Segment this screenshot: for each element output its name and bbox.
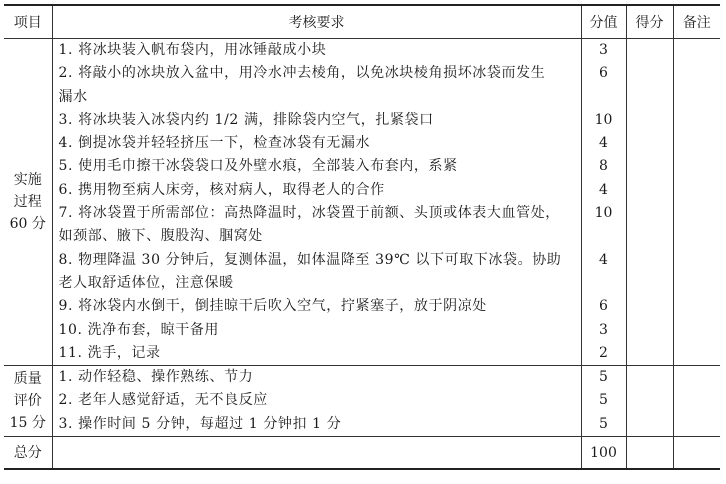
quality-requirements (52, 366, 581, 437)
quality-label-line: 评价 (13, 393, 42, 410)
quality-points (581, 366, 626, 437)
point-value: 4 (599, 181, 608, 198)
quality-label (4, 366, 52, 437)
list-item: 5. 使用毛巾擦干冰袋袋口及外壁水痕，全部装入布套内，系紧 (58, 158, 458, 175)
process-requirements (52, 39, 581, 366)
point-value: 6 (599, 65, 608, 82)
header-remarks: 备注 (673, 5, 720, 39)
list-item: 10. 洗净布套，晾干备用 (58, 321, 220, 338)
list-item: 6. 携用物至病人床旁，核对病人，取得老人的合作 (58, 181, 385, 198)
point-value: 4 (599, 135, 608, 152)
header-score: 得分 (626, 5, 673, 39)
total-remarks-cell[interactable] (673, 437, 720, 470)
process-points (581, 39, 626, 366)
point-value: 8 (599, 158, 608, 175)
list-item: 1. 将冰块装入帆布袋内，用冰锤敲成小块 (58, 42, 327, 58)
total-label: 总分 (4, 437, 52, 470)
total-blank (52, 437, 581, 470)
point-value: 5 (599, 369, 608, 386)
process-label-line: 60 分 (9, 216, 46, 233)
list-item: 9. 将冰袋内水倒干，倒挂晾干后吹入空气，拧紧塞子，放于阴凉处 (58, 298, 487, 315)
total-points: 100 (581, 437, 626, 470)
process-label (4, 39, 52, 366)
list-item: 2. 老年人感觉舒适，无不良反应 (58, 392, 268, 409)
process-label-line: 实施 (13, 172, 42, 189)
quality-label-line: 质量 (13, 371, 42, 388)
process-remarks-cell[interactable] (673, 39, 720, 366)
assessment-table (4, 4, 720, 470)
list-item: 4. 倒提冰袋并轻轻挤压一下，检查冰袋有无漏水 (58, 135, 371, 152)
point-value: 3 (599, 42, 608, 58)
point-value: 5 (599, 415, 608, 432)
quality-label-line: 15 分 (9, 415, 46, 432)
section-process (4, 39, 720, 366)
list-item: 3. 操作时间 5 分钟，每超过 1 分钟扣 1 分 (58, 415, 342, 432)
header-requirements: 考核要求 (52, 5, 581, 39)
point-value: 2 (599, 344, 608, 361)
point-value: 6 (599, 298, 608, 315)
total-score-cell[interactable] (626, 437, 673, 470)
quality-score-cell[interactable] (626, 366, 673, 437)
section-quality (4, 366, 720, 437)
list-item: 8. 物理降温 30 分钟后，复测体温，如体温降至 39℃ 以下可取下冰袋。协助 老人取舒适体位，注意保暖 (58, 251, 562, 291)
assessment-sheet (4, 4, 720, 470)
point-value: 10 (594, 205, 613, 222)
point-value: 3 (599, 321, 608, 338)
list-item: 1. 动作轻稳、操作熟练、节力 (58, 369, 254, 386)
list-item: 3. 将冰块装入冰袋内约 1/2 满，排除袋内空气，扎紧袋口 (58, 111, 434, 128)
list-item: 2. 将敲小的冰块放入盆中，用冷水冲去棱角，以免冰块棱角损坏冰袋而发生 漏水 (58, 65, 546, 105)
header-item: 项目 (4, 5, 52, 39)
total-row (4, 437, 720, 470)
process-label-line: 过程 (13, 194, 42, 211)
header-row (4, 5, 720, 39)
point-value: 10 (594, 111, 613, 128)
header-points: 分值 (581, 5, 626, 39)
quality-remarks-cell[interactable] (673, 366, 720, 437)
point-value: 5 (599, 392, 608, 409)
list-item: 11. 洗手，记录 (58, 344, 161, 361)
list-item: 7. 将冰袋置于所需部位：高热降温时，冰袋置于前额、头顶或体表大血管处， 如颈部、腋下、腹股沟、腘窝处 (58, 205, 560, 245)
point-value: 4 (599, 251, 608, 268)
process-score-cell[interactable] (626, 39, 673, 366)
